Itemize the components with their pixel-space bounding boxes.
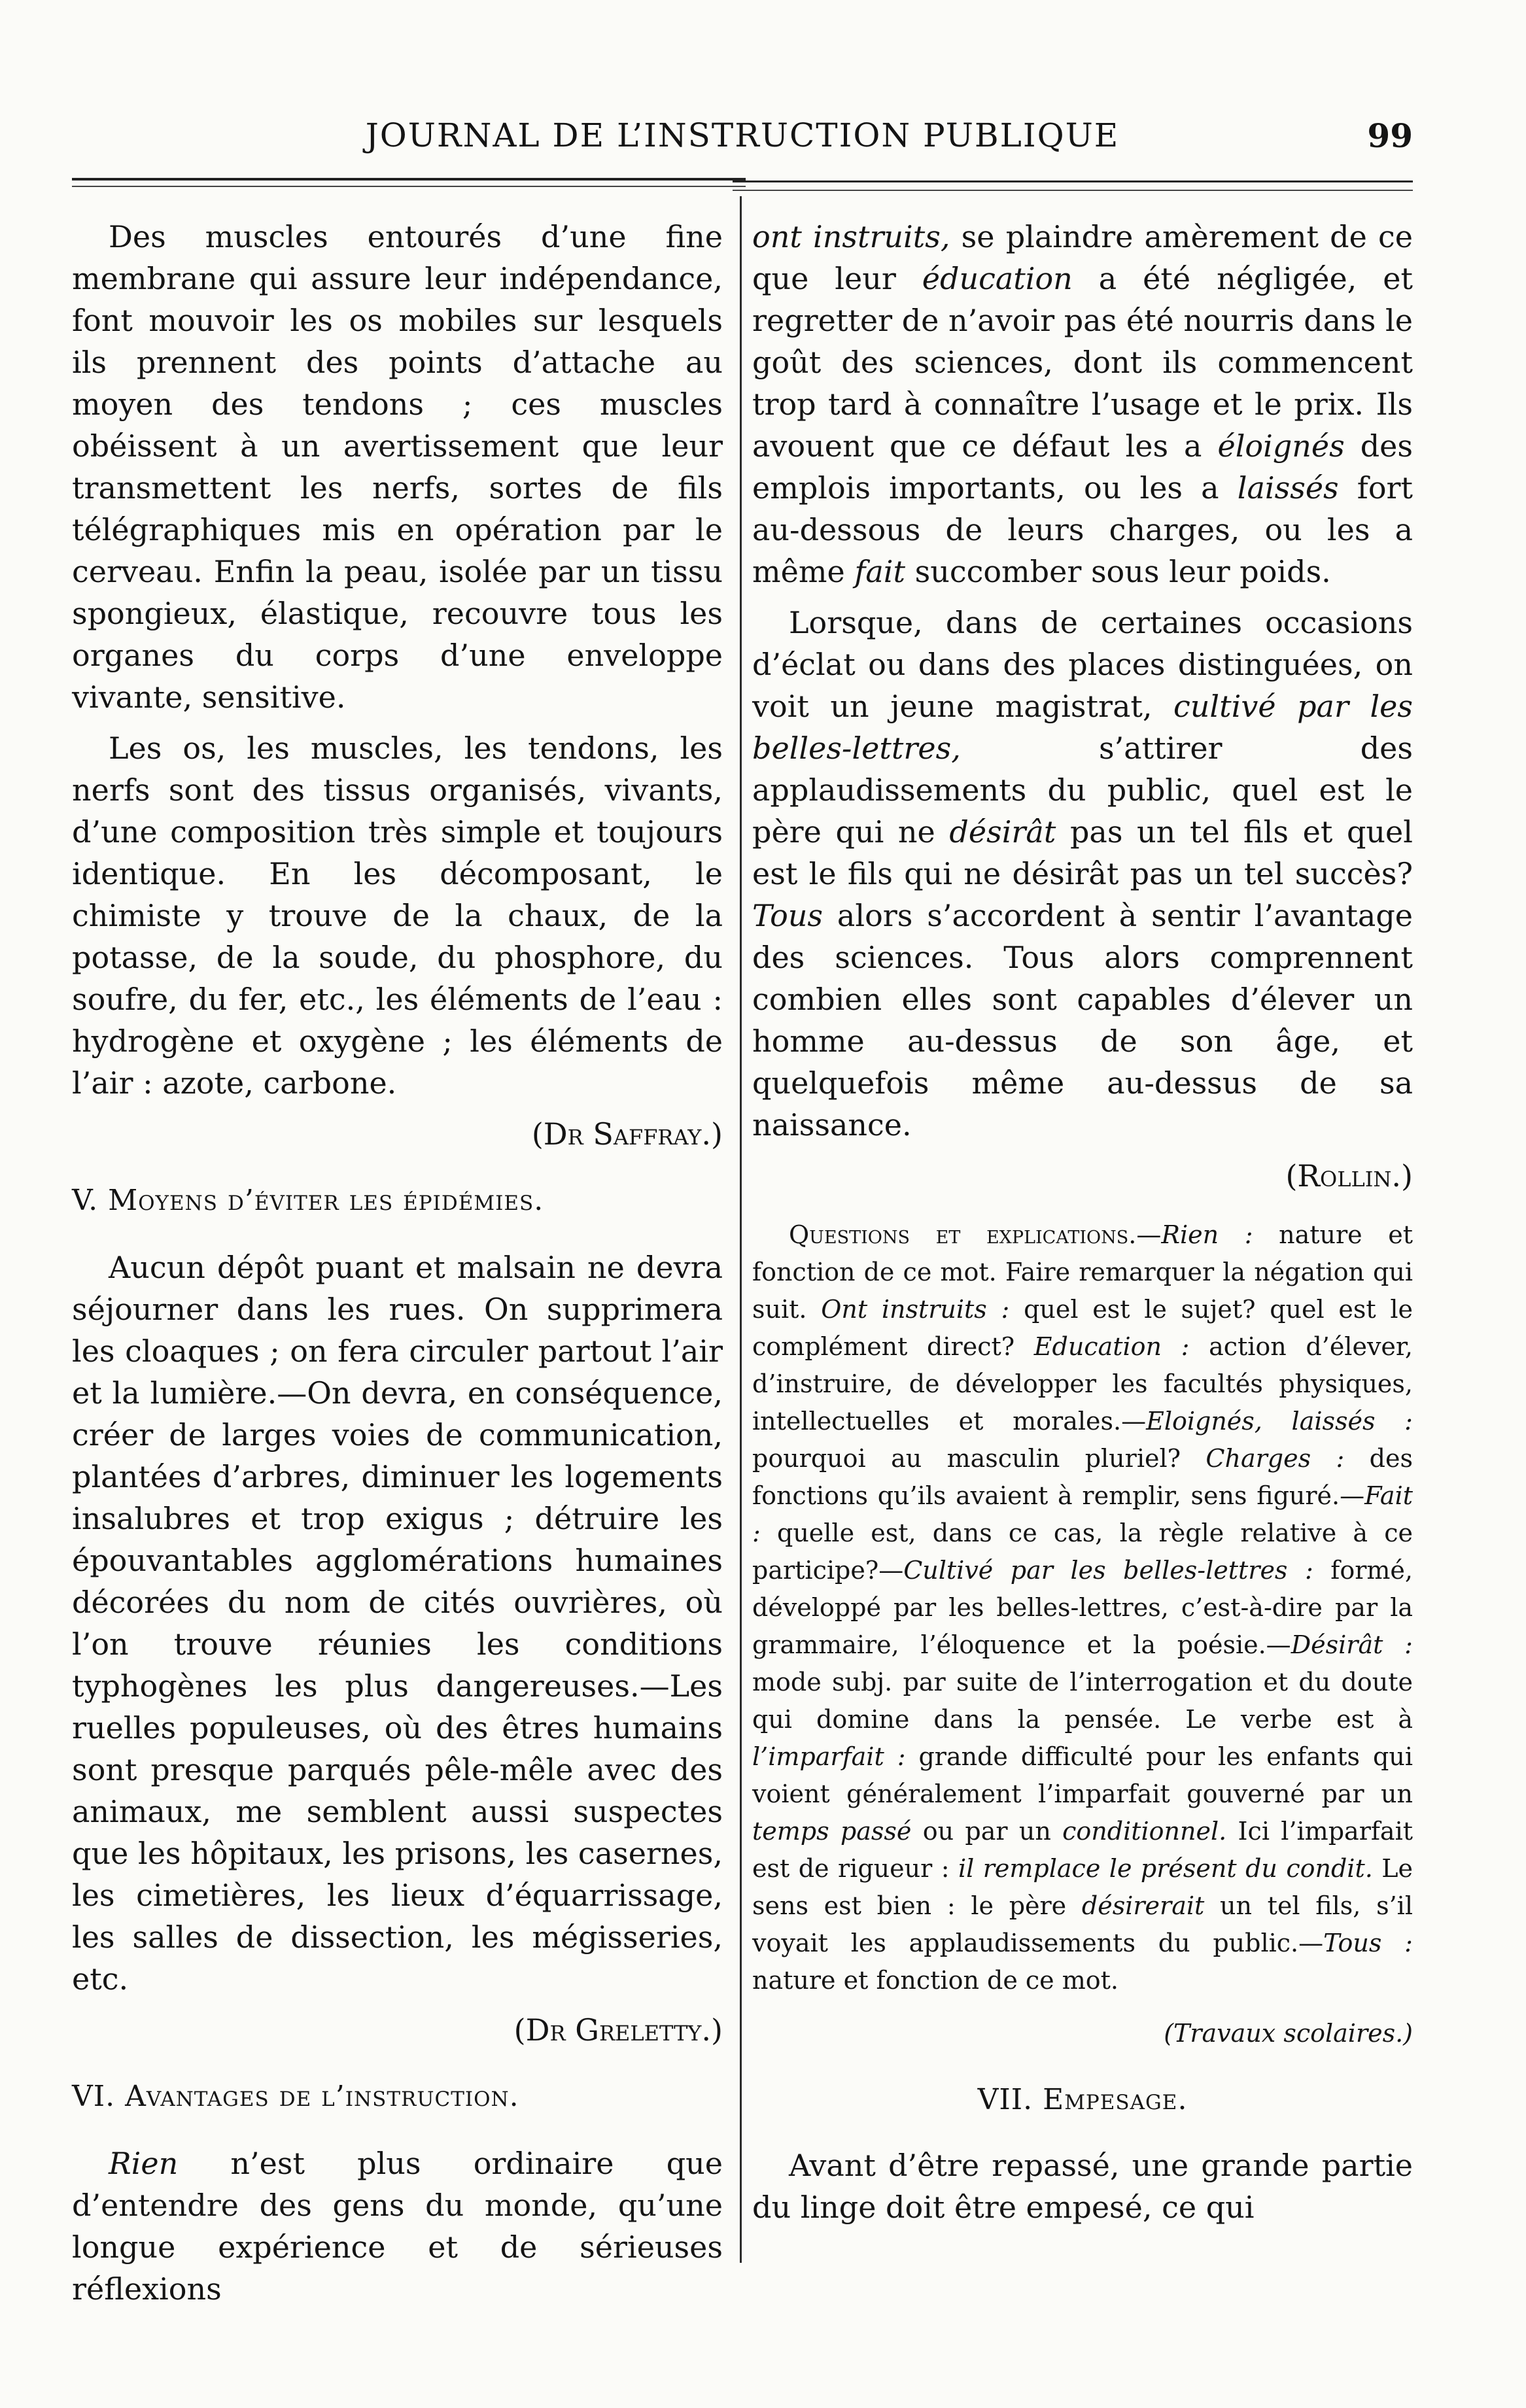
text: Le sens est bien : le père [752, 1854, 1413, 1920]
paragraph-empesage: Avant d’être repassé, une grande partie du linge doit être empesé, ce qui [752, 2148, 1413, 2225]
italic-word: éloignés [1217, 428, 1345, 464]
italic-word: Cultivé par les belles-lettres : [903, 1556, 1313, 1585]
paragraph-instruction [72, 2142, 723, 2310]
paragraph-text: n’est plus ordinaire que d’entendre des gens du monde, qu’une longue expérience et de sérieuses réflexions [72, 2146, 723, 2307]
text: des emplois importants, ou les a [752, 428, 1413, 506]
text: succomber sous leur poids. [905, 554, 1331, 589]
italic-word: Rien : [1161, 1220, 1253, 1249]
italic-word: Fait : [752, 1481, 1413, 1547]
italic-word: cultivé par les belles-lettres, [752, 689, 1413, 766]
section-title: Moyens d’éviter les épidémies. [108, 1184, 544, 1217]
right-column [752, 216, 1413, 2237]
page-header [72, 116, 1413, 162]
text: a été négligée, et regretter de n’avoir pas été nourris dans le goût des sciences, dont ils commencent trop tard à connaître l’usage et le prix. Ils avouent que ce défaut les a [752, 261, 1413, 464]
italic-word: temps passé [752, 1817, 912, 1846]
text: s’attirer des applaudissements du public, quel est le père qui ne [752, 731, 1413, 850]
journal-title: JOURNAL DE L’INSTRUCTION PUBLIQUE [365, 116, 1120, 154]
italic-word: laissés [1237, 470, 1339, 506]
text: nature et fonction de ce mot. [752, 1966, 1118, 1995]
attribution-rollin: (Rollin.) [1285, 1158, 1413, 1194]
text: Lorsque, dans de certaines occasions d’éclat ou dans des places distinguées, on voit un jeune magistrat, [752, 605, 1413, 724]
left-column [72, 216, 723, 2319]
section-number: V. [72, 1184, 99, 1217]
questions-label: Questions et explications. [789, 1220, 1137, 1249]
paragraph-epidemics: Aucun dépôt puant et malsain ne devra séjourner dans les rues. On supprimera les cloaques ; on fera circuler partout l’air et la lumière.—On devra, en conséquence, créer de larges voies de communication, plantées d’arbres, diminuer les logements insalubres et trop exigus ; détruire les épouvantables agglomérations humaines décorées du nom de cités ouvrières, où l’on trouve réunies les conditions typhogènes les plus dangereuses.—Les ruelles populeuses, où des êtres humains sont presque parqués pêle-mêle avec des animaux, me semblent aussi suspectes que les hôpitaux, les prisons, les casernes, les cimetières, les lieux d’équarrissage, les salles de dissection, les mégisseries, etc. [72, 1250, 723, 1997]
section-number: VI. [72, 2080, 116, 2113]
paragraph-muscles: Des muscles entourés d’une fine membrane qui assure leur indépendance, font mouvoir les os mobiles sur lesquels ils prennent des points d’attache au moyen des tendons ; ces muscles obéissent à un avertissement que leur transmettent les nerfs, sortes de fils télégraphiques mis en opération par le cerveau. Enfin la peau, isolée par un tissu spongieux, élastique, recouvre tous les organes du corps d’une enveloppe vivante, sensitive. [72, 219, 723, 715]
header-rule-right-thin [733, 190, 1413, 191]
text: des fonctions qu’ils avaient à remplir, sens figuré.— [752, 1444, 1413, 1510]
header-rule-left-thin [72, 186, 746, 187]
attribution-greletty: (Dr Greletty.) [513, 2012, 723, 2048]
italic-word: conditionnel. [1062, 1817, 1227, 1846]
italic-word: Eloignés, laissés : [1146, 1407, 1413, 1436]
text: se plaindre amèrement de ce que leur [752, 219, 1413, 296]
header-rule-right [733, 181, 1413, 182]
section-heading-vi [72, 2076, 723, 2118]
text: fort au-dessous de leurs charges, ou les a même [752, 470, 1413, 589]
text: ou par un [911, 1817, 1063, 1846]
italic-word: désirerait [1081, 1891, 1205, 1920]
page-number: 99 [1367, 116, 1413, 155]
text: alors s’accordent à sentir l’avantage des sciences. Tous alors comprennent combien elles sont capables d’élever un homme au-dessus de son âge, et quelquefois même au-dessus de sa naissance. [752, 898, 1413, 1143]
header-rule-left [72, 178, 746, 181]
text: action d’élever, d’instruire, de développer les facultés physiques, intellectuelles et morales.— [752, 1332, 1413, 1436]
text: Ici l’imparfait est de rigueur : [752, 1817, 1413, 1883]
paragraph-tissues: Les os, les muscles, les tendons, les nerfs sont des tissus organisés, vivants, d’une composition très simple et toujours identique. En les décomposant, le chimiste y trouve de la chaux, de la potasse, de la soude, du phosphore, du soufre, du fer, etc., les éléments de l’eau : hydrogène et oxygène ; les éléments de l’air : azote, carbone. [72, 731, 723, 1101]
italic-word: il remplace le présent du condit. [958, 1854, 1373, 1883]
section-heading-v [72, 1180, 723, 1222]
section-heading-vii: VII. Empesage. [977, 2083, 1188, 2116]
questions-paragraph [752, 1216, 1413, 1999]
text: quelle est, dans ce cas, la règle relative à ce participe?— [752, 1519, 1413, 1585]
text: pourquoi au masculin pluriel? [752, 1444, 1206, 1473]
italic-word: Ont instruits : [821, 1295, 1010, 1324]
italic-word: Education : [1033, 1332, 1190, 1361]
italic-word: désirât [949, 814, 1056, 850]
text: mode subj. par suite de l’interrogation et du doute qui domine dans la pensée. Le verbe est à [752, 1668, 1413, 1734]
column-divider [740, 196, 742, 2263]
section-title: Avantages de l’instruction. [125, 2080, 519, 2113]
text: — [1136, 1220, 1162, 1249]
text: un tel fils, s’il voyait les applaudissements du public.— [752, 1891, 1413, 1957]
paragraph-magistrat [752, 602, 1413, 1146]
italic-word: Charges : [1205, 1444, 1345, 1473]
text: quel est le sujet? quel est le complément direct? [752, 1295, 1413, 1361]
text: nature et fonction de ce mot. Faire remarquer la négation qui suit. [752, 1220, 1413, 1324]
italic-word: Rien [109, 2146, 179, 2181]
italic-word: ont instruits, [752, 219, 950, 254]
italic-word: Tous [752, 898, 824, 933]
italic-word: Désirât : [1291, 1630, 1413, 1659]
attribution-saffray: (Dr Saffray.) [531, 1116, 723, 1152]
text: grande difficulté pour les enfants qui voient généralement l’imparfait gouverné par un [752, 1742, 1413, 1808]
attribution-travaux: (Travaux scolaires.) [1164, 2019, 1413, 2048]
text: formé, développé par les belles-lettres, c’est-à-dire par la grammaire, l’éloquence et la poésie.— [752, 1556, 1413, 1659]
text: pas un tel fils et quel est le fils qui ne désirât pas un tel succès? [752, 814, 1413, 891]
questions-block [752, 1216, 1413, 1999]
italic-word: l’imparfait : [752, 1742, 906, 1771]
italic-word: éducation [922, 261, 1073, 296]
italic-word: fait [854, 554, 905, 589]
italic-word: Tous : [1323, 1929, 1413, 1957]
paragraph-continuation [752, 216, 1413, 593]
